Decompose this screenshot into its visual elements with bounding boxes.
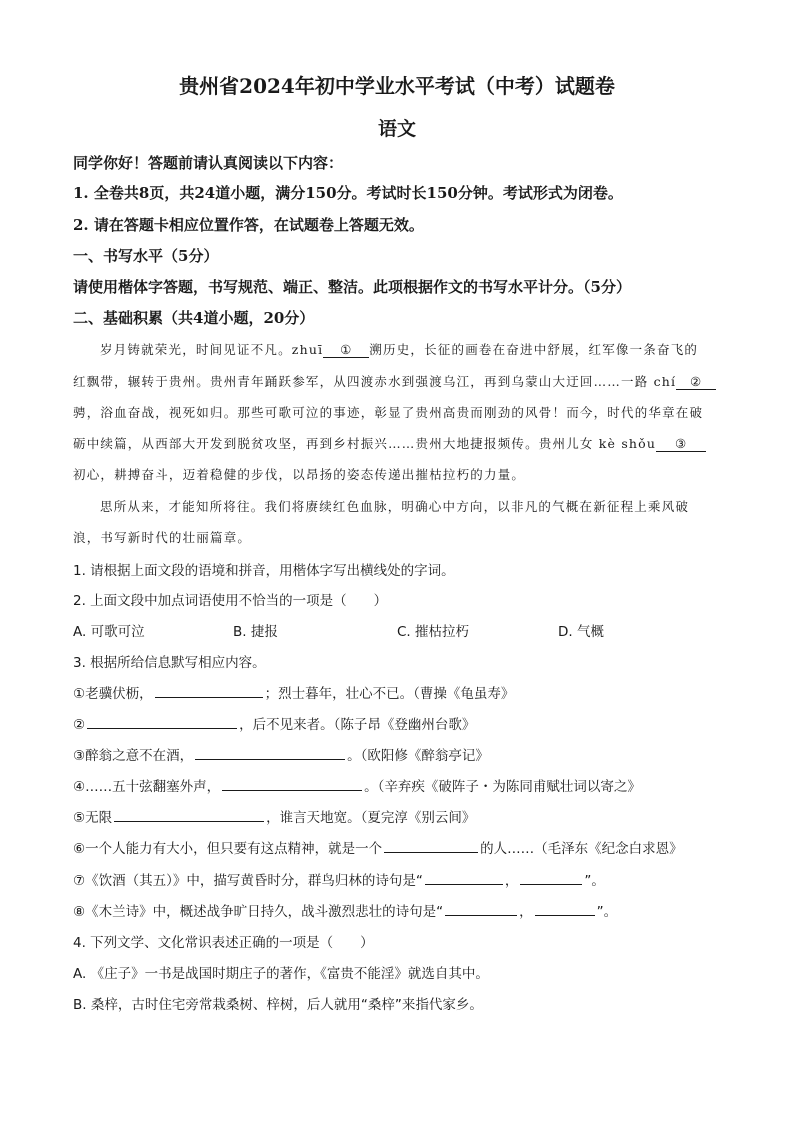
recite-blank[interactable]: [425, 870, 503, 885]
recite-blank[interactable]: [222, 776, 362, 791]
recite-item-4: ④……五十弦翻塞外声， 。（辛弃疾《破阵子・为陈同甫赋壮词以寄之》: [73, 775, 641, 795]
recite-blank[interactable]: [535, 901, 595, 916]
answer-blank-1[interactable]: ①: [323, 342, 369, 358]
passage-line: 浪，书写新时代的壮丽篇章。: [73, 530, 252, 545]
instructions-greeting: 同学你好！答题前请认真阅读以下内容：: [73, 154, 344, 172]
instruction-item-2: 2. 请在答题卡相应位置作答，在试题卷上答题无效。: [73, 216, 424, 234]
passage-line: 初心，耕搏奋斗，迈着稳健的步伐，以昂扬的姿态传递出摧枯拉朽的力量。: [73, 467, 526, 482]
recite-item-5: ⑤无限 ，谁言天地宽。（夏完淳《别云间》: [73, 806, 475, 826]
recite-item-8: ⑧《木兰诗》中，概述战争旷日持久，战斗激烈悲壮的诗句是“ ， ”。: [73, 900, 617, 920]
recite-item-7: ⑦《饮酒（其五）》中，描写黄昏时分，群鸟归林的诗句是“ ， ”。: [73, 869, 605, 889]
answer-blank-2[interactable]: ②: [676, 374, 716, 390]
question-4: 4. 下列文学、文化常识表述正确的一项是（ ）: [73, 935, 374, 951]
recite-blank[interactable]: [195, 745, 345, 760]
passage-line: 骋，浴血奋战，视死如归。那些可歌可泣的事迹，彰显了贵州高贵而刚劲的风骨！而今，时代的华章在破: [73, 405, 704, 420]
instruction-item-1: 1. 全卷共8页，共24道小题，满分150分。考试时长150分钟。考试形式为闭卷。: [73, 184, 623, 202]
section-1-body: 请使用楷体字答题，书写规范、端正、整洁。此项根据作文的书写水平计分。（5分）: [73, 278, 631, 296]
question-4-option-b[interactable]: B. 桑梓，古时住宅旁常栽桑树、梓树，后人就用“桑梓”来指代家乡。: [73, 997, 483, 1013]
passage-line: 砺中续篇，从西部大开发到脱贫攻坚，再到乡村振兴……贵州大地捷报频传。贵州儿女 kè shǒu ③: [73, 434, 706, 452]
option-b[interactable]: B. 捷报: [233, 624, 278, 640]
subject-title: 语文: [377, 118, 416, 140]
recite-blank[interactable]: [520, 870, 582, 885]
recite-blank[interactable]: [155, 683, 263, 698]
option-a[interactable]: A. 可歌可泣: [73, 624, 145, 640]
passage-line: 红飘带，辗转于贵州。贵州青年踊跃参军，从四渡赤水到强渡乌江，再到乌蒙山大迂回……一路 chí ②: [73, 372, 716, 390]
question-4-option-a[interactable]: A. 《庄子》一书是战国时期庄子的著作，《富贵不能淫》就选自其中。: [73, 966, 489, 982]
recite-item-6: ⑥一个人能力有大小，但只要有这点精神，就是一个 的人……（毛泽东《纪念白求恩》: [73, 837, 683, 857]
question-1: 1. 请根据上面文段的语境和拼音，用楷体字写出横线处的字词。: [73, 563, 455, 579]
option-d[interactable]: D. 气概: [558, 624, 604, 640]
answer-blank-3[interactable]: ③: [656, 436, 706, 452]
question-3: 3. 根据所给信息默写相应内容。: [73, 655, 266, 671]
recite-item-2: ② ，后不见来者。（陈子昂《登幽州台歌》: [73, 713, 475, 733]
question-2: 2. 上面文段中加点词语使用不恰当的一项是（ ）: [73, 593, 388, 609]
recite-item-1: ①老骥伏枥， ；烈士暮年，壮心不已。（曹操《龟虽寿》: [73, 682, 514, 702]
recite-blank[interactable]: [114, 807, 264, 822]
recite-item-3: ③醉翁之意不在酒， 。（欧阳修《醉翁亭记》: [73, 744, 489, 764]
recite-blank[interactable]: [445, 901, 517, 916]
recite-blank[interactable]: [87, 714, 237, 729]
passage-line: 岁月铸就荣光，时间见证不凡。zhuī ① 溯历史，长征的画卷在奋进中舒展，红军像一条奋飞的: [100, 342, 699, 357]
section-2-heading: 二、基础积累（共4道小题，20分）: [73, 309, 315, 327]
exam-title: 贵州省2024年初中学业水平考试（中考）试题卷: [179, 74, 615, 98]
question-2-options: [0, 620, 794, 640]
recite-blank[interactable]: [384, 838, 478, 853]
passage-line: 思所从来，才能知所将往。我们将赓续红色血脉，明确心中方向，以非凡的气概在新征程上乘风破: [100, 499, 690, 514]
section-1-heading: 一、书写水平（5分）: [73, 247, 219, 265]
option-c[interactable]: C. 摧枯拉朽: [397, 624, 470, 640]
